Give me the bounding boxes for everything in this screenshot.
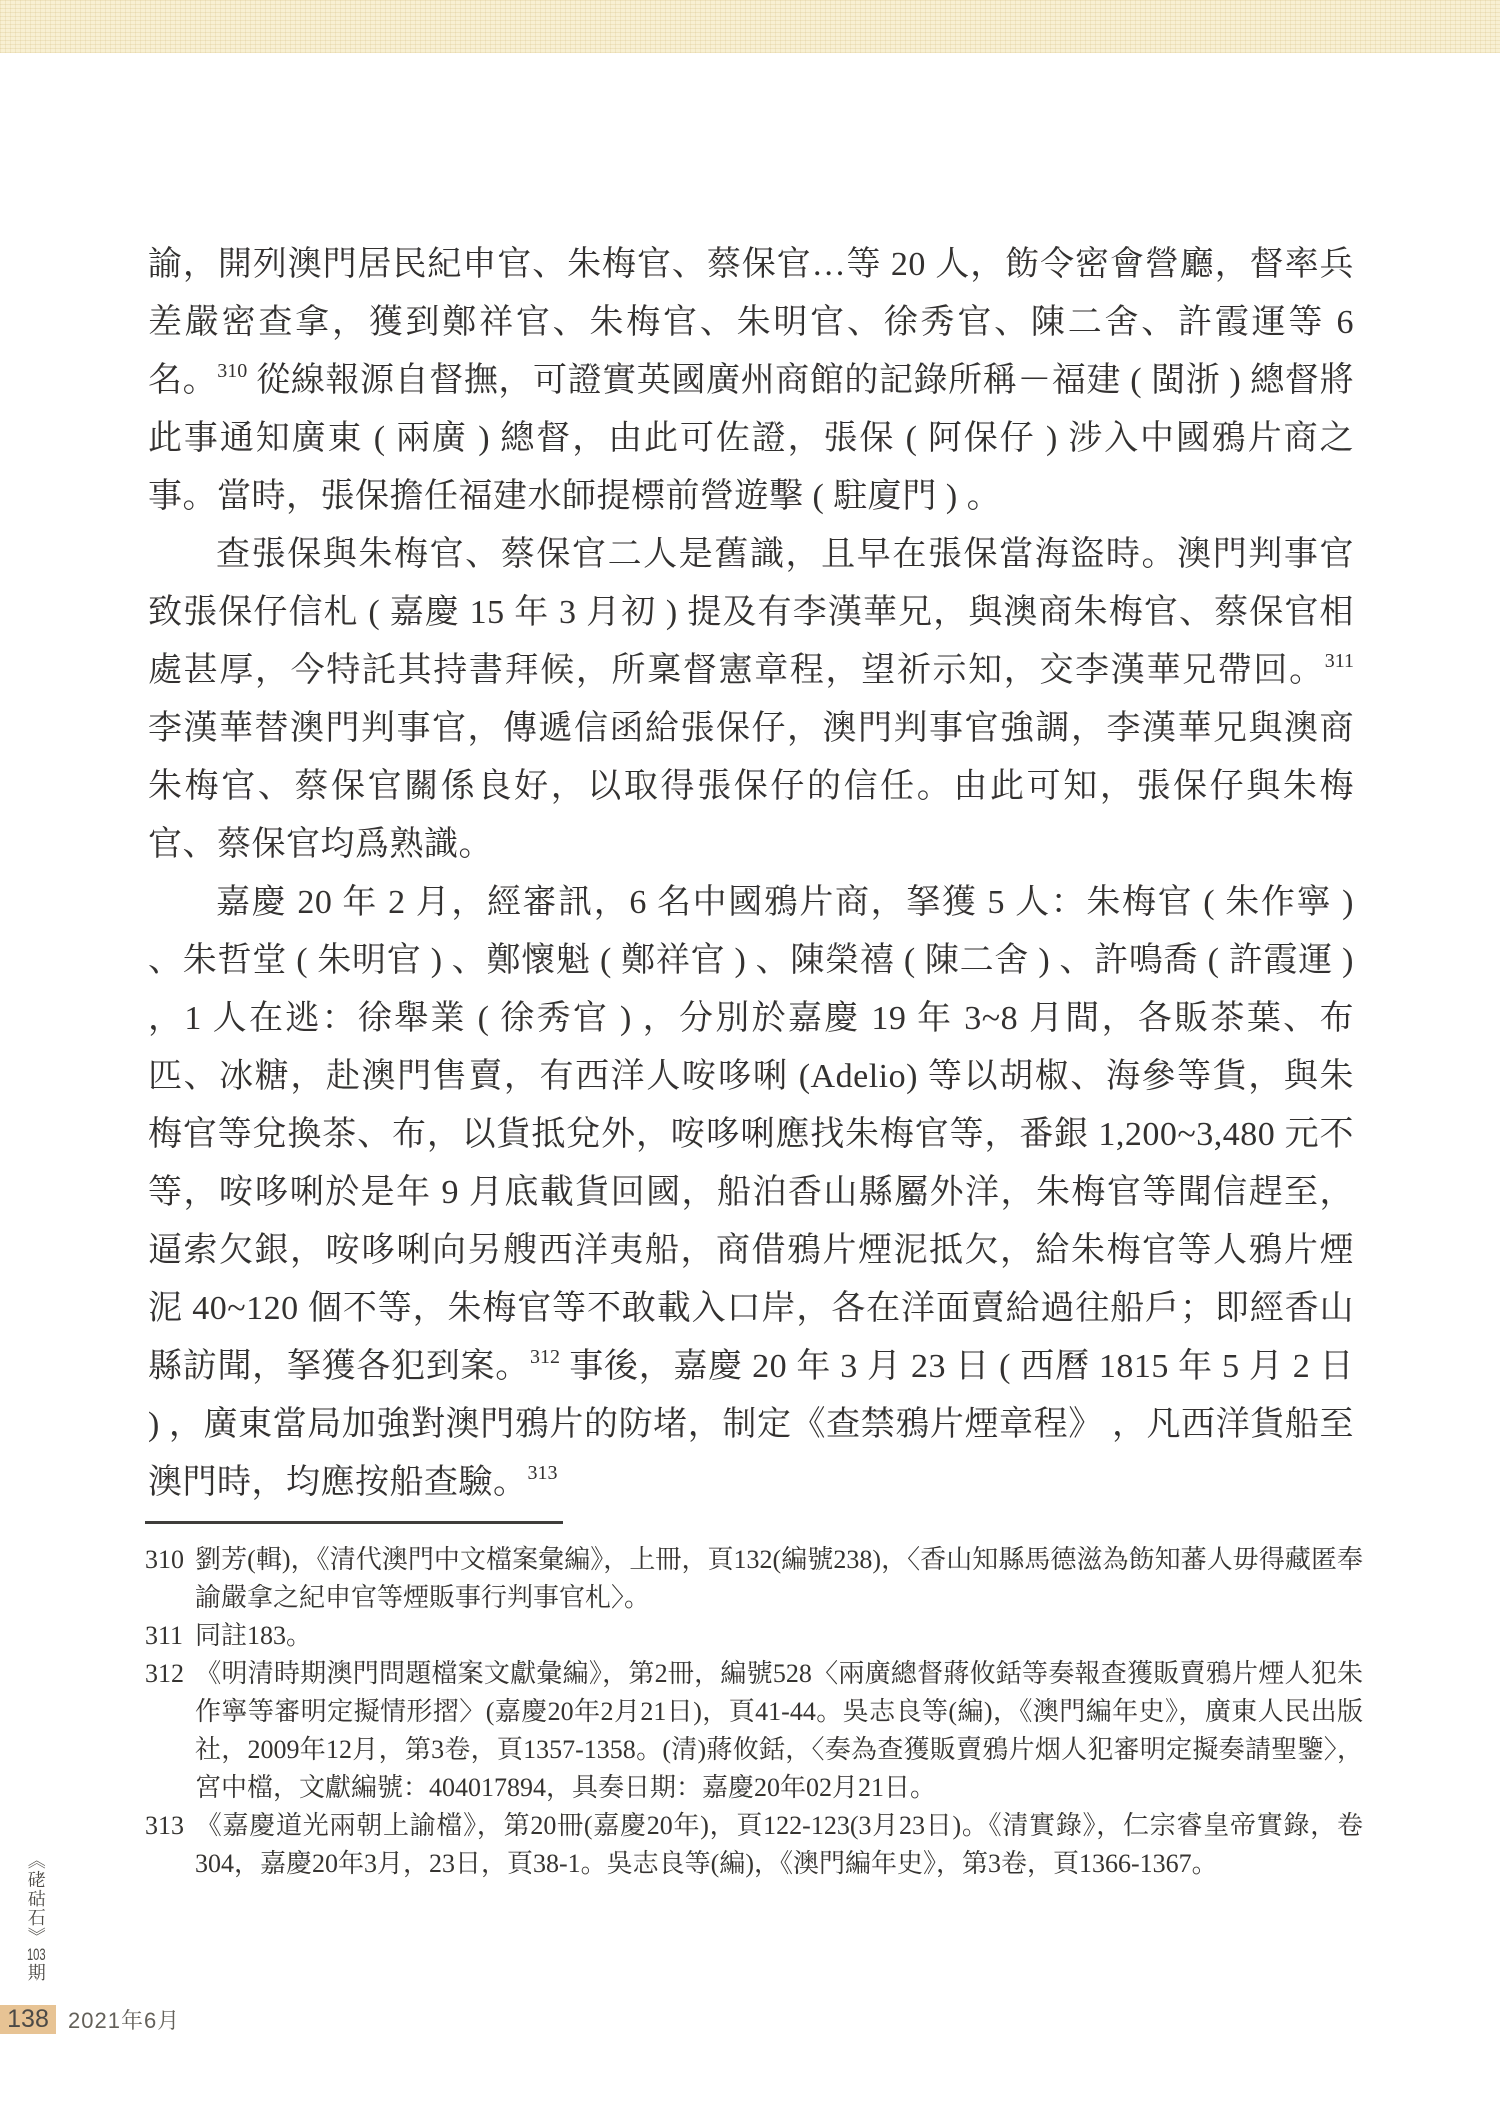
issue-number: 103 [26, 1946, 46, 1963]
page-edge-band [0, 0, 1500, 53]
footnote-separator [145, 1521, 563, 1524]
footnote-marker: 312 [530, 1346, 561, 1368]
body-paragraph: 查張保與朱梅官、蔡保官二人是舊識，且早在張保當海盜時。澳門判事官致張保仔信札 ( 嘉慶 15 年 3 月初 ) 提及有李漢華兄，與澳商朱梅官、蔡保官相處甚厚，今特託其持書拜候，所稟督憲章程，望祈示知，交李漢華兄帶回。$^{311}$ 李漢華替澳門判事官，傳遞信函給張保仔，澳門判事官強調，李漢華兄與澳商朱梅官、蔡保官關係良好，以取得張保仔的信任。由此可知，張保仔與朱梅官、蔡保官均爲熟識。 [148, 536, 1354, 863]
footnote-number: 312 [145, 1659, 184, 1688]
issue-date: 2021年6月 [68, 2008, 181, 2033]
journal-spine-label [25, 1851, 45, 1982]
article-body [148, 236, 1354, 1512]
body-paragraph: 嘉慶 20 年 2 月，經審訊，6 名中國鴉片商，拏獲 5 人：朱梅官 ( 朱作寧 ) 、朱哲堂 ( 朱明官 ) 、鄭懷魁 ( 鄭祥官 ) 、陳榮禧 ( 陳二舍 ) 、許鳴喬 ( 許霞運 ) ，1 人在逃：徐舉業 ( 徐秀官 ) ，分別於嘉慶 19 年 3~8 月間，各販茶葉、布匹、冰糖，赴澳門售賣，有西洋人咹哆唎 (Adelio) 等以胡椒、海參等貨，與朱梅官等兌換茶、布，以貨抵兌外，咹哆唎應找朱梅官等，番銀 1,200~3,480 元不等，咹哆唎於是年 9 月底載貨回國，船泊香山縣屬外洋，朱梅官等聞信趕至，逼索欠銀，咹哆唎向另艘西洋夷船，商借鴉片煙泥抵欠，給朱梅官等人鴉片煙泥 40~120 個不等，朱梅官等不敢載入口岸，各在洋面賣給過往船戶；即經香山縣訪聞，拏獲各犯到案。$^{312}$ 事後，嘉慶 20 年 3 月 23 日 ( 西曆 1815 年 5 月 2 日 ) ，廣東當局加強對澳門鴉片的防堵，制定《查禁鴉片煙章程》 ，凡西洋貨船至澳門時，均應按船查驗。$^{313}$ [148, 884, 1354, 1501]
footnote-text: 《明清時期澳門問題檔案文獻彙編》，第2冊，編號528〈兩廣總督蔣攸銛等奏報查獲販賣鴉片煙人犯朱作寧等審明定擬情形摺〉(嘉慶20年2月21日)，頁41-44。吳志良等(編)，《澳門編年史》，廣東人民出版社，2009年12月，第3卷，頁1357-1358。(清)蔣攸銛，〈奏為查獲販賣鴉片烟人犯審明定擬奏請聖鑒〉，宮中檔，文獻編號：404017894，具奏日期：嘉慶20年02月21日。 [195, 1659, 1363, 1802]
footnote [145, 1617, 1363, 1655]
footnote-number: 310 [145, 1545, 184, 1574]
footnotes-section [145, 1541, 1363, 1883]
footnote-text: 《嘉慶道光兩朝上諭檔》，第20冊(嘉慶20年)，頁122-123(3月23日)。《清實錄》，仁宗睿皇帝實錄，卷304，嘉慶20年3月，23日，頁38-1。吳志良等(編)，《澳門編年史》，第3卷，頁1366-1367。 [195, 1811, 1363, 1878]
issue-label: 期 [25, 1963, 46, 1982]
footnote-number: 313 [145, 1811, 184, 1840]
footnote-marker: 313 [527, 1462, 558, 1484]
journal-title: 《硓𥑮石》 [25, 1851, 46, 1946]
footnote-number: 311 [145, 1621, 184, 1650]
body-paragraph: 諭，開列澳門居民紀申官、朱梅官、蔡保官…等 20 人，飭令密會營廳，督率兵差嚴密查拿，獲到鄭祥官、朱梅官、朱明官、徐秀官、陳二舍、許霞運等 6 名。$^{310}$ 從線報源自督撫，可證實英國廣州商館的記錄所稱－福建 ( 閩浙 ) 總督將此事通知廣東 ( 兩廣 ) 總督，由此可佐證，張保 ( 阿保仔 ) 涉入中國鴉片商之事。當時，張保擔任福建水師提標前營遊擊 ( 駐廈門 ) 。 [148, 246, 1354, 515]
footnote [145, 1807, 1363, 1883]
footnote [145, 1655, 1363, 1807]
footnote-text: 劉芳(輯)，《清代澳門中文檔案彙編》，上冊，頁132(編號238)，〈香山知縣馬德滋為飭知蕃人毋得藏匿奉諭嚴拿之紀申官等煙販事行判事官札〉。 [195, 1545, 1363, 1612]
page-footer [0, 2004, 180, 2035]
footnote-marker: 310 [217, 360, 248, 382]
footnote [145, 1541, 1363, 1617]
footnote-text: 同註183。 [195, 1621, 313, 1650]
footnote-marker: 311 [1324, 650, 1354, 672]
page-number-badge: 138 [0, 2005, 56, 2034]
